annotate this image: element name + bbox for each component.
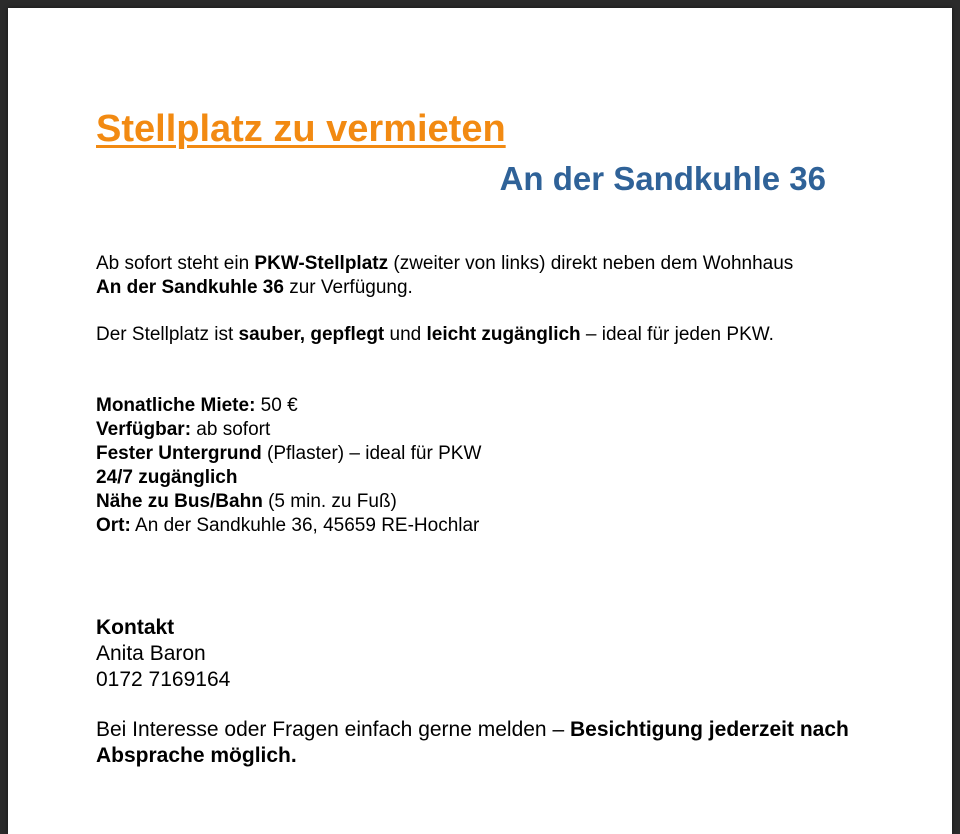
detail-access xyxy=(96,466,481,490)
closing-text: Bei Interesse oder Fragen einfach gerne melden – xyxy=(96,718,570,741)
condition-text: und xyxy=(384,324,427,345)
detail-value: ab sofort xyxy=(191,419,271,440)
intro-paragraph xyxy=(96,252,796,300)
condition-bold-access: leicht zugänglich xyxy=(426,324,581,345)
contact-block xyxy=(96,615,230,693)
detail-value: (Pflaster) – ideal für PKW xyxy=(261,443,482,464)
detail-label: Monatliche Miete: xyxy=(96,395,256,416)
detail-label: Ort: xyxy=(96,515,131,536)
closing-paragraph xyxy=(96,717,856,769)
intro-text: zur Verfügung. xyxy=(283,277,413,298)
detail-transit xyxy=(96,490,481,514)
detail-value: 50 € xyxy=(255,395,298,416)
details-list xyxy=(96,394,481,538)
document-page xyxy=(8,8,952,834)
detail-available xyxy=(96,418,481,442)
intro-bold-address: An der Sandkuhle 36 xyxy=(96,277,284,298)
contact-heading: Kontakt xyxy=(96,616,175,639)
intro-text: (zweiter von links) direkt neben dem Wohnhaus xyxy=(388,253,794,274)
detail-label: Fester Untergrund xyxy=(96,443,262,464)
condition-text: – ideal für jeden PKW. xyxy=(580,324,774,345)
detail-label: 24/7 zugänglich xyxy=(96,467,238,488)
detail-location xyxy=(96,514,481,538)
intro-bold-parking: PKW-Stellplatz xyxy=(254,253,389,274)
intro-text: Ab sofort steht ein xyxy=(96,253,255,274)
detail-value: (5 min. zu Fuß) xyxy=(262,491,397,512)
condition-paragraph xyxy=(96,323,796,347)
detail-surface xyxy=(96,442,481,466)
condition-text: Der Stellplatz ist xyxy=(96,324,239,345)
contact-phone: 0172 7169164 xyxy=(96,668,231,691)
page-title: Stellplatz zu vermieten xyxy=(96,108,506,150)
address-heading: An der Sandkuhle 36 xyxy=(499,160,826,197)
condition-bold-clean: sauber, gepflegt xyxy=(238,324,385,345)
closing-bold: Besichtigung jederzeit nach Absprache möglich. xyxy=(96,718,849,767)
detail-label: Verfügbar: xyxy=(96,419,192,440)
detail-value: An der Sandkuhle 36, 45659 RE-Hochlar xyxy=(130,515,480,536)
detail-label: Nähe zu Bus/Bahn xyxy=(96,491,263,512)
detail-rent xyxy=(96,394,481,418)
contact-name: Anita Baron xyxy=(96,642,206,665)
